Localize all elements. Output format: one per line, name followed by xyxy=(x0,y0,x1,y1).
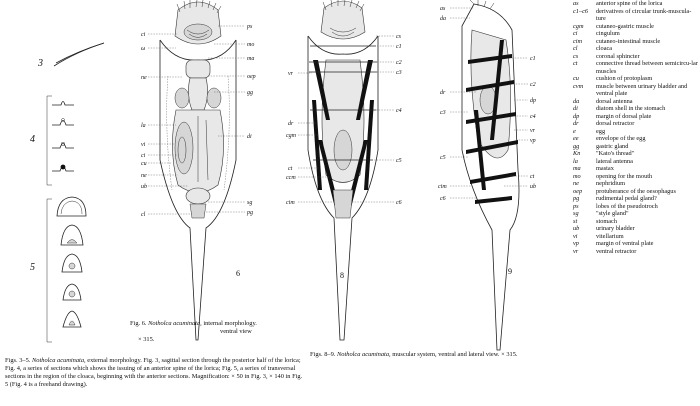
fig6-label-omega: ω xyxy=(141,46,146,52)
legend-row xyxy=(573,38,700,46)
fig8-9-caption-species: Notholca acuminata xyxy=(337,351,390,358)
legend-abbreviation: cvm xyxy=(573,82,584,90)
legend-abbreviation: ci xyxy=(573,30,578,37)
legend-definition: urinary bladder xyxy=(596,225,635,232)
fig9-label-da: da xyxy=(440,16,446,22)
fig9-label-c1: c1 xyxy=(530,56,536,62)
legend-definition: cingulum xyxy=(596,30,620,37)
fig8-label-c1: c1 xyxy=(396,44,402,50)
fig9-label-vr: vr xyxy=(530,128,535,134)
fig9-label-dr: dr xyxy=(440,90,446,96)
legend-definition: egg xyxy=(596,127,606,135)
fig6-label-la: la xyxy=(141,123,146,129)
legend-row xyxy=(573,30,700,38)
fig8-number: 8 xyxy=(340,271,344,280)
fig9-label-cim: cim xyxy=(438,184,447,190)
fig6-label-ne-1: ne xyxy=(141,75,147,81)
fig6-caption xyxy=(130,320,300,344)
fig6-label-cu: cu xyxy=(141,161,147,167)
fig3-5-caption-prefix: Figs. 3–5. xyxy=(5,357,31,364)
legend-row xyxy=(573,120,700,128)
fig9-label-c4: c4 xyxy=(530,114,536,120)
legend-abbreviation: ma xyxy=(573,165,581,172)
legend-row xyxy=(573,233,700,241)
legend-abbreviation: cgm xyxy=(573,22,584,30)
legend-definition: margin of ventral plate xyxy=(596,240,654,247)
fig8-label-c4: c4 xyxy=(396,108,402,114)
legend-abbreviation: dp xyxy=(573,112,580,120)
fig3-5-caption-text: , external morphology. Fig. 3, sagittal section through the posterior half of the lorica; Fig. 4, a series of sections which shows the issuing of an anterior spine of the lorica; Fig. 5, a series of transversal sections in the region of the cloaca, beginning with the anterior sections. Magnification: × 50 in Fig. 3, × 140 in Fig. 5 (Fig. 4 is a freehand drawing). xyxy=(5,357,303,388)
legend-definition: "style gland" xyxy=(596,210,629,217)
legend-abbreviation: ub xyxy=(573,225,580,232)
fig8-label-cim: cim xyxy=(286,200,295,206)
fig9-label-ub: ub xyxy=(530,184,536,190)
legend-abbreviation: vr xyxy=(573,247,579,255)
fig6-label-cl: cl xyxy=(141,212,146,218)
legend-abbreviation: dr xyxy=(573,120,579,127)
fig6-label-sg: sg xyxy=(247,200,253,206)
legend-definition: dorsal antenna xyxy=(596,97,633,105)
fig8-label-cgm: cgm xyxy=(286,133,296,139)
legend-definition: diatom shell in the stomach xyxy=(596,105,666,112)
fig8-label-c5: c5 xyxy=(396,158,402,164)
legend-definition: cutaneo-gastric muscle xyxy=(596,22,654,30)
figure-8-muscular-ventral xyxy=(286,0,402,340)
fig6-caption-magnification: × 315. xyxy=(138,336,155,343)
legend-row xyxy=(573,8,700,23)
fig5-number: 5 xyxy=(30,262,35,273)
fig3-number: 3 xyxy=(38,58,43,69)
legend-row xyxy=(573,98,700,106)
legend-definition: envelope of the egg xyxy=(596,135,646,142)
fig6-label-oep: oep xyxy=(247,74,256,80)
fig9-label-c5: c5 xyxy=(440,155,446,161)
legend-abbreviation: vi xyxy=(573,232,578,240)
legend-row xyxy=(573,83,700,98)
fig6-caption-prefix: Fig. 6. xyxy=(130,320,147,327)
legend-definition: cloaca xyxy=(596,45,613,52)
legend-row xyxy=(573,60,700,75)
fig9-label-vp: vp xyxy=(530,138,536,144)
legend-definition: vitellarium xyxy=(596,232,624,240)
legend-definition: lobes of the pseudotroch xyxy=(596,202,658,210)
figure-4-spine-series xyxy=(30,96,74,185)
fig6-caption-species: Notholca acuminata xyxy=(148,320,201,327)
fig6-label-di: di xyxy=(247,134,252,140)
fig6-label-ma: ma xyxy=(247,56,255,62)
fig9-number: 9 xyxy=(508,267,512,276)
fig6-label-vi: vi xyxy=(141,142,146,148)
legend-abbreviation: cl xyxy=(573,45,578,52)
fig8-9-caption-suffix: , muscular system, ventral and lateral view. × 315. xyxy=(389,351,518,358)
fig6-number: 6 xyxy=(236,269,240,278)
fig6-label-ne-2: ne xyxy=(141,173,147,179)
legend-abbreviation: as xyxy=(573,0,579,7)
legend-abbreviation: st xyxy=(573,217,578,225)
legend-row xyxy=(573,218,700,226)
fig6-label-ci-1: ci xyxy=(141,32,146,38)
legend-row xyxy=(573,173,700,181)
fig8-label-c6: c6 xyxy=(396,200,402,206)
legend-abbreviation: vp xyxy=(573,240,579,247)
legend-definition: muscle between urinary bladder and ventral plate xyxy=(596,82,688,97)
legend-abbreviation: cim xyxy=(573,37,583,45)
legend-abbreviation: di xyxy=(573,105,578,112)
fig9-label-ct: ct xyxy=(530,174,535,180)
legend-row xyxy=(573,23,700,31)
legend-definition: stomach xyxy=(596,217,617,225)
legend-abbreviation: la xyxy=(573,157,578,165)
legend-definition: coronal sphincter xyxy=(596,52,640,60)
legend-abbreviation: mo xyxy=(573,172,581,180)
fig3-5-caption xyxy=(5,357,305,389)
fig8-9-caption-prefix: Figs. 8–9. xyxy=(310,351,336,358)
figure-9-muscular-lateral xyxy=(438,0,536,350)
legend-abbreviation: ps xyxy=(573,202,579,210)
legend-definition: cutaneo-intestinal muscle xyxy=(596,37,661,45)
fig9-label-c2: c2 xyxy=(530,82,536,88)
legend-row xyxy=(573,165,700,173)
legend-row xyxy=(573,128,700,136)
legend-row xyxy=(573,188,700,196)
fig8-label-vr: vr xyxy=(288,71,293,77)
legend-row xyxy=(573,180,700,188)
legend-abbreviation: c1–c6 xyxy=(573,7,589,15)
fig6-caption-suffix: , internal morphology. xyxy=(200,320,257,327)
legend-definition: lateral antenna xyxy=(596,157,633,165)
fig9-label-as: as xyxy=(440,6,446,12)
fig8-9-caption xyxy=(310,351,570,359)
fig8-label-dr: dr xyxy=(288,121,294,127)
legend-abbreviation: Kn xyxy=(573,150,581,157)
legend-row xyxy=(573,143,700,151)
legend-row xyxy=(573,150,700,158)
legend-row xyxy=(573,45,700,53)
legend-abbreviation: e xyxy=(573,127,576,135)
figure-6-internal-morphology xyxy=(141,0,256,340)
legend-abbreviation: da xyxy=(573,97,580,105)
legend-row xyxy=(573,225,700,233)
legend-abbreviation: pg xyxy=(573,195,580,202)
legend-row xyxy=(573,158,700,166)
fig6-label-mo: mo xyxy=(247,42,255,48)
fig8-label-ct: ct xyxy=(288,166,293,172)
legend-row xyxy=(573,195,700,203)
figure-5-transverse-series xyxy=(30,197,86,342)
legend-row xyxy=(573,203,700,211)
legend-row xyxy=(573,135,700,143)
legend-row xyxy=(573,105,700,113)
figure-3-sagittal-section xyxy=(37,43,104,69)
fig4-number: 4 xyxy=(30,134,35,145)
legend-abbreviation: ee xyxy=(573,135,579,142)
legend-row xyxy=(573,53,700,61)
fig8-label-ccm: ccm xyxy=(286,175,296,181)
legend-definition: connective thread between semicircu-lar muscles xyxy=(596,60,698,75)
legend-definition: rudimental pedal gland? xyxy=(596,195,657,202)
legend-abbreviation: gg xyxy=(573,142,580,150)
legend-abbreviation: cs xyxy=(573,52,579,60)
fig9-label-c6: c6 xyxy=(440,196,446,202)
legend-row xyxy=(573,0,700,8)
legend-row xyxy=(573,75,700,83)
legend-definition: margin of dorsal plate xyxy=(596,112,652,120)
legend-row xyxy=(573,248,700,256)
fig3-5-caption-species: Notholca acuminata xyxy=(32,357,85,364)
legend-abbreviation: ne xyxy=(573,180,579,187)
fig8-label-cs: cs xyxy=(396,34,401,40)
legend-definition: opening for the mouth xyxy=(596,172,653,180)
legend-abbreviation: sg xyxy=(573,210,579,217)
legend-abbreviation: cu xyxy=(573,75,579,82)
fig9-label-c3: c3 xyxy=(440,110,446,116)
fig6-caption-line1 xyxy=(130,320,300,328)
legend-definition: "Kato's thread" xyxy=(596,150,635,157)
legend-definition: derivatives of circular trunk-muscula-ture xyxy=(596,7,692,22)
legend-definition: ventral retractor xyxy=(596,247,637,255)
fig6-label-ps: ps xyxy=(247,24,253,30)
legend-definition: cushion of protoplasm xyxy=(596,75,653,82)
fig6-label-gg: gg xyxy=(247,90,253,96)
legend-row xyxy=(573,210,700,218)
fig9-label-dp: dp xyxy=(530,98,536,104)
fig8-label-c3: c3 xyxy=(396,70,402,76)
legend-abbreviation: oep xyxy=(573,187,583,195)
legend-row xyxy=(573,113,700,121)
fig6-label-pg: pg xyxy=(247,210,253,216)
legend-definition: gastric gland xyxy=(596,142,629,150)
abbreviation-legend xyxy=(573,0,700,255)
fig6-caption-line2: ventral view xyxy=(220,328,252,335)
legend-row xyxy=(573,240,700,248)
legend-definition: mastax xyxy=(596,165,614,172)
legend-definition: dorsal retractor xyxy=(596,120,635,127)
legend-definition: protuberance of the oesophagus xyxy=(596,187,676,195)
fig8-label-c2: c2 xyxy=(396,60,402,66)
legend-definition: anterior spine of the lorica xyxy=(596,0,663,7)
legend-abbreviation: ct xyxy=(573,60,578,67)
legend-definition: nephridium xyxy=(596,180,626,187)
fig6-label-ub: ub xyxy=(141,184,147,190)
fig6-label-ci-2: ci xyxy=(141,153,146,159)
